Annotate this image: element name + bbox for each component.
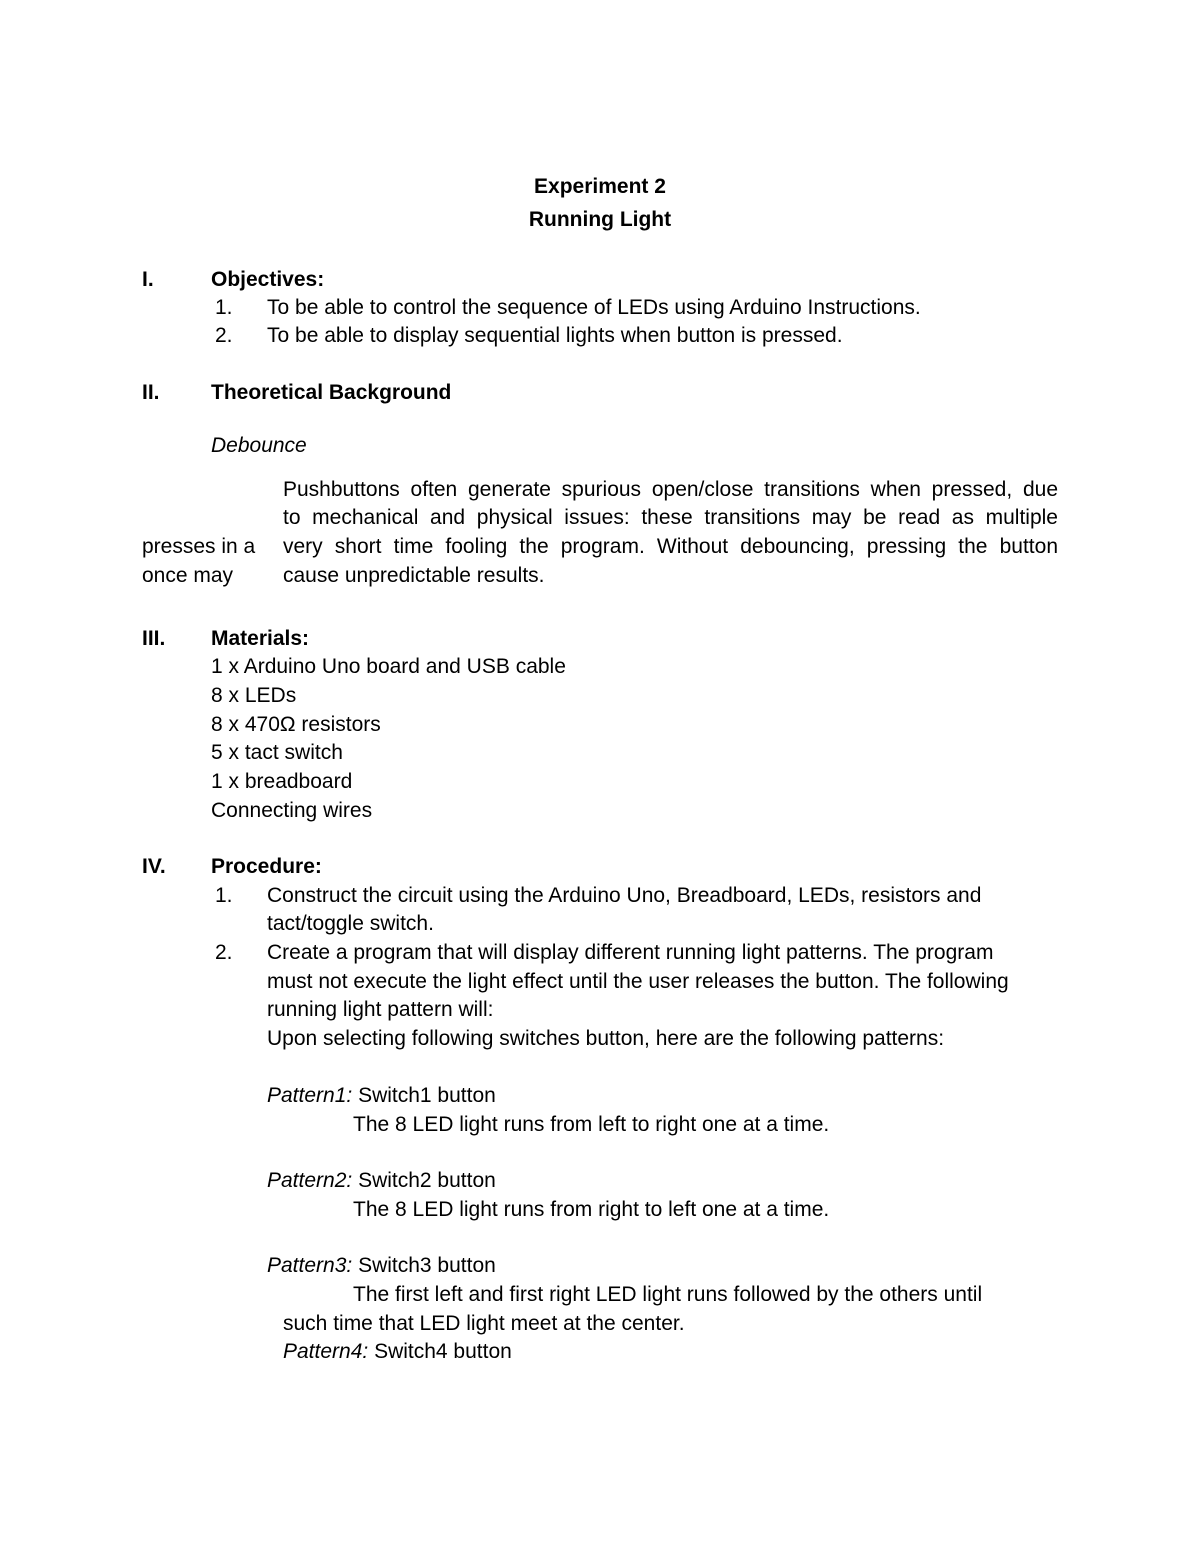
pattern-4-label: Pattern4:: [283, 1340, 369, 1363]
step-2-number: 2.: [215, 941, 233, 964]
material-item: 5 x tact switch: [211, 741, 343, 764]
pattern-1-label: Pattern1:: [267, 1084, 353, 1107]
section-1-heading: Objectives:: [211, 268, 325, 291]
objective-1-number: 1.: [215, 296, 233, 319]
step-2-line: must not execute the light effect until the user releases the button. The following: [267, 970, 1009, 993]
objective-2-text: To be able to display sequential lights when button is pressed.: [267, 324, 843, 347]
pattern-2-switch: Switch2 button: [352, 1169, 496, 1192]
pattern-3-description: The first left and first right LED light runs followed by the others until: [353, 1283, 983, 1306]
section-4-numeral: IV.: [142, 855, 166, 878]
material-item: 1 x Arduino Uno board and USB cable: [211, 655, 566, 678]
pattern-3-label: Pattern3:: [267, 1254, 353, 1277]
pattern-1-heading: [267, 1082, 496, 1110]
step-2-line: running light pattern will:: [267, 998, 494, 1021]
section-4-heading: Procedure:: [211, 855, 322, 878]
pattern-1-description: The 8 LED light runs from left to right one at a time.: [353, 1113, 830, 1136]
step-2-line: Upon selecting following switches button, here are the following patterns:: [267, 1027, 945, 1050]
document-title: Experiment 2: [534, 175, 666, 198]
margin-fragment-1: presses in a: [142, 535, 256, 558]
section-3-heading: Materials:: [211, 627, 310, 650]
pattern-4-switch: Switch4 button: [368, 1340, 512, 1363]
pattern-3-heading: [267, 1252, 496, 1280]
pattern-4-heading: [283, 1338, 512, 1366]
pattern-1-switch: Switch1 button: [352, 1084, 496, 1107]
pattern-2-label: Pattern2:: [267, 1169, 353, 1192]
material-item: 1 x breadboard: [211, 770, 353, 793]
pattern-3-description: such time that LED light meet at the center.: [283, 1312, 685, 1335]
background-line-2: to mechanical and physical issues: these transitions may be read as multiple: [283, 506, 1058, 529]
material-item: Connecting wires: [211, 799, 373, 822]
section-2-heading: Theoretical Background: [211, 381, 452, 404]
background-line-3: very short time fooling the program. Without debouncing, pressing the button: [283, 535, 1058, 558]
section-1-numeral: I.: [142, 268, 154, 291]
debounce-subheading: Debounce: [211, 434, 307, 457]
pattern-2-heading: [267, 1167, 496, 1195]
document-subtitle: Running Light: [528, 208, 672, 231]
margin-fragment-2: once may: [142, 564, 234, 587]
material-item: 8 x LEDs: [211, 684, 297, 707]
material-item: 8 x 470Ω resistors: [211, 713, 381, 736]
step-2-line: Create a program that will display different running light patterns. The program: [267, 941, 994, 964]
background-line-4: cause unpredictable results.: [283, 564, 545, 587]
step-1-line: Construct the circuit using the Arduino Uno, Breadboard, LEDs, resistors and: [267, 884, 982, 907]
section-2-numeral: II.: [142, 381, 160, 404]
background-line-1: Pushbuttons often generate spurious open/close transitions when pressed, due: [283, 478, 1058, 501]
objective-1-text: To be able to control the sequence of LEDs using Arduino Instructions.: [267, 296, 921, 319]
pattern-3-switch: Switch3 button: [352, 1254, 496, 1277]
section-3-numeral: III.: [142, 627, 166, 650]
step-1-line: tact/toggle switch.: [267, 912, 434, 935]
step-1-number: 1.: [215, 884, 233, 907]
objective-2-number: 2.: [215, 324, 233, 347]
pattern-2-description: The 8 LED light runs from right to left one at a time.: [353, 1198, 830, 1221]
